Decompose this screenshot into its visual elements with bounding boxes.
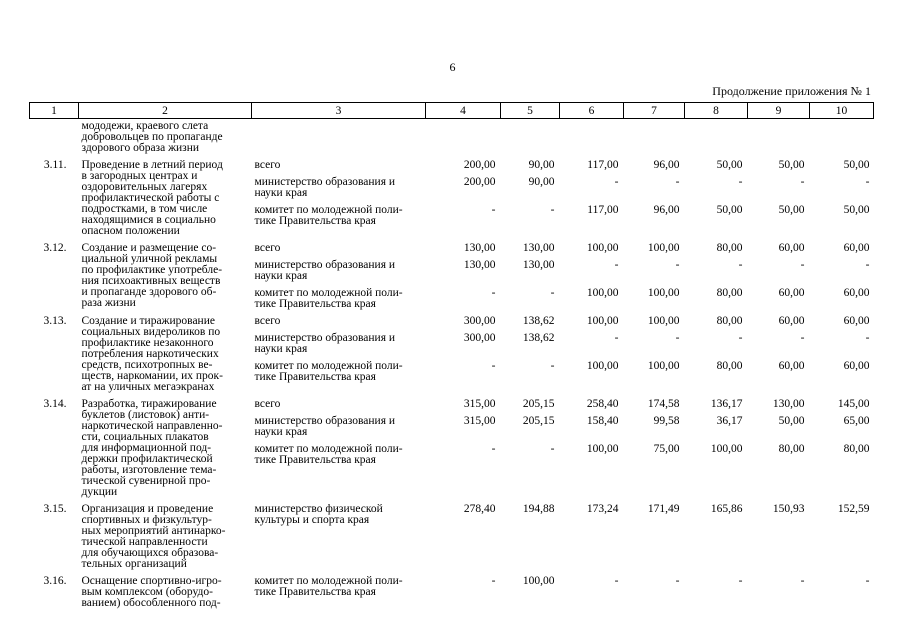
table-cell-value: 152,59 <box>837 503 870 515</box>
text-line: министерство образования и <box>254 415 396 427</box>
text-line: спортивных и физкультур- <box>81 514 212 526</box>
page-number: 6 <box>449 60 456 74</box>
value-cell <box>560 393 624 498</box>
text-line: министерство образования и <box>254 332 396 344</box>
text-line: находящимися в социально <box>81 214 216 226</box>
table-cell-value: - <box>675 575 680 587</box>
value-cell <box>501 310 560 393</box>
table-cell-value: - <box>738 332 743 344</box>
col-header-4: 4 <box>426 103 501 119</box>
table-cell-value: 205,15 <box>522 398 555 410</box>
table-cell-value: - <box>800 259 805 271</box>
table-cell-value: 80,00 <box>843 443 870 455</box>
value-cell <box>748 237 810 310</box>
table-cell-value: 136,17 <box>710 398 743 410</box>
table-cell-value: 99,58 <box>653 415 680 427</box>
value-cell <box>624 154 685 237</box>
value-cell <box>426 498 501 570</box>
table-cell-value: - <box>491 287 496 299</box>
table-cell-value: - <box>865 575 870 587</box>
table-cell-value: 194,88 <box>522 503 555 515</box>
text-line: ат на уличных мегаэкранах <box>81 381 215 393</box>
col-header-9: 9 <box>748 103 810 119</box>
table-cell-value: - <box>675 332 680 344</box>
table-cell-value: - <box>865 332 870 344</box>
carryover-row <box>30 119 874 155</box>
value-cell <box>748 498 810 570</box>
text-line: ния психоактивных веществ <box>81 275 221 287</box>
text-line: комитет по молодежной поли- <box>254 443 403 455</box>
text-line: тике Правительства края <box>254 298 376 310</box>
text-line: работы, изготовление тема- <box>81 464 217 476</box>
value-cell <box>501 498 560 570</box>
value-cell <box>501 393 560 498</box>
value-cell <box>624 237 685 310</box>
value-cell <box>624 310 685 393</box>
table-cell-value: - <box>865 259 870 271</box>
table-cell-value: 75,00 <box>653 443 680 455</box>
col-header-2: 2 <box>79 103 252 119</box>
value-cell <box>748 154 810 237</box>
table-cell-value: 300,00 <box>463 332 496 344</box>
text-line: вым комплексом (оборудо- <box>81 586 213 598</box>
text-line: тике Правительства края <box>254 586 376 598</box>
text-line: оздоровительных лагерях <box>81 181 208 193</box>
value-cell <box>560 570 624 609</box>
table-cell-value: 174,58 <box>647 398 680 410</box>
table-row <box>30 393 874 498</box>
table-row <box>30 570 874 609</box>
table-cell-value: 150,93 <box>772 503 805 515</box>
measure-description <box>79 154 252 237</box>
table-cell-value: 80,00 <box>778 443 805 455</box>
text-line: ванием) обособленного под- <box>81 597 221 609</box>
table-cell-value: 50,00 <box>778 159 805 171</box>
value-cell <box>501 154 560 237</box>
table-cell-value: 200,00 <box>463 176 496 188</box>
text-line: всего <box>254 398 281 410</box>
value-cell <box>426 154 501 237</box>
table-cell-value: 50,00 <box>778 204 805 216</box>
col-header-5: 5 <box>501 103 560 119</box>
table-cell-value: 100,00 <box>586 360 619 372</box>
row-number: 3.15. <box>43 503 67 515</box>
text-line: социальных видероликов по <box>81 326 221 338</box>
table-cell-value: 80,00 <box>716 242 743 254</box>
header-row <box>30 103 874 119</box>
table-cell-value: 100,00 <box>710 443 743 455</box>
value-cell <box>685 310 748 393</box>
table-cell-value: - <box>550 204 555 216</box>
col-header-7: 7 <box>624 103 685 119</box>
value-cell <box>426 393 501 498</box>
text-line: министерство образования и <box>254 259 396 271</box>
value-cell <box>685 498 748 570</box>
value-cell <box>501 570 560 609</box>
table-cell-value: 50,00 <box>843 159 870 171</box>
text-line: циальной уличной рекламы <box>81 253 218 265</box>
table-cell-value: - <box>491 360 496 372</box>
col-header-3: 3 <box>252 103 426 119</box>
table-cell-value: 60,00 <box>843 242 870 254</box>
table-row <box>30 154 874 237</box>
text-line: комитет по молодежной поли- <box>254 204 403 216</box>
table-cell-value: 315,00 <box>463 398 496 410</box>
text-line: в загородных центрах и <box>81 170 198 182</box>
text-line: здорового образа жизни <box>81 142 200 154</box>
table-cell-value: 60,00 <box>778 287 805 299</box>
table-cell-value: 65,00 <box>843 415 870 427</box>
value-cell <box>501 237 560 310</box>
table-row <box>30 498 874 570</box>
table-cell-value: - <box>614 176 619 188</box>
text-line: науки края <box>254 187 308 199</box>
col-header-6: 6 <box>560 103 624 119</box>
table-cell-value: 145,00 <box>837 398 870 410</box>
table-cell-value: - <box>800 332 805 344</box>
text-line: культуры и спорта края <box>254 514 370 526</box>
executor-cell <box>252 237 426 310</box>
text-line: науки края <box>254 343 308 355</box>
table-cell-value: - <box>675 176 680 188</box>
table-row <box>30 237 874 310</box>
text-line: ных мероприятий антинарко- <box>81 525 226 537</box>
col-header-1: 1 <box>30 103 79 119</box>
row-number: 3.11. <box>43 159 67 171</box>
table-cell-value: 165,86 <box>710 503 743 515</box>
text-line: буклетов (листовок) анти- <box>81 409 210 421</box>
table-cell-value: 80,00 <box>716 287 743 299</box>
table-cell-value: 36,17 <box>716 415 743 427</box>
value-cell <box>685 154 748 237</box>
text-line: Разработка, тиражирование <box>81 398 217 410</box>
table-cell-value: 100,00 <box>522 575 555 587</box>
value-cell <box>685 237 748 310</box>
table-cell-value: 258,40 <box>586 398 619 410</box>
value-cell <box>426 237 501 310</box>
table-cell-value: - <box>614 332 619 344</box>
table-cell-value: 100,00 <box>586 287 619 299</box>
text-line: подростками, в том числе <box>81 203 208 215</box>
table-cell-value: 200,00 <box>463 159 496 171</box>
table-cell-value: 138,62 <box>522 315 555 327</box>
table-cell-value: 100,00 <box>647 242 680 254</box>
executor-cell <box>252 393 426 498</box>
row-number: 3.13. <box>43 315 67 327</box>
table-cell-value: 278,40 <box>463 503 496 515</box>
table-cell-value: 96,00 <box>653 204 680 216</box>
table-cell-value: 90,00 <box>528 159 555 171</box>
table-cell-value: 50,00 <box>716 159 743 171</box>
table-cell-value: - <box>675 259 680 271</box>
text-line: науки края <box>254 270 308 282</box>
text-line: сти, социальных плакатов <box>81 431 209 443</box>
text-line: мододежи, краевого слета <box>81 120 209 132</box>
text-line: тике Правительства края <box>254 215 376 227</box>
value-cell <box>685 393 748 498</box>
text-line: для обучающихся образова- <box>81 547 219 559</box>
text-line: Проведение в летний период <box>81 159 223 171</box>
executor-cell <box>252 310 426 393</box>
value-cell <box>685 570 748 609</box>
value-cell <box>748 393 810 498</box>
table-cell-value: 300,00 <box>463 315 496 327</box>
value-cell <box>810 310 874 393</box>
text-line: профилактической работы с <box>81 192 220 204</box>
table-cell-value: 50,00 <box>716 204 743 216</box>
table-cell-value: 60,00 <box>843 287 870 299</box>
table-cell-value: 315,00 <box>463 415 496 427</box>
value-cell <box>426 570 501 609</box>
text-line: Создание и тиражирование <box>81 315 215 327</box>
table-cell-value: 50,00 <box>778 415 805 427</box>
table-cell-value: 60,00 <box>843 360 870 372</box>
text-line: комитет по молодежной поли- <box>254 360 403 372</box>
text-line: наркотической направленно- <box>81 420 223 432</box>
table-cell-value: 60,00 <box>778 315 805 327</box>
value-cell <box>810 498 874 570</box>
text-line: добровольцев по пропаганде <box>81 131 223 143</box>
table-row <box>30 310 874 393</box>
text-line: Организация и проведение <box>81 503 214 515</box>
value-cell <box>426 310 501 393</box>
text-line: министерство физической <box>254 503 383 515</box>
table-cell-value: 100,00 <box>647 315 680 327</box>
text-line: средств, психотропных ве- <box>81 359 213 371</box>
executor-cell <box>252 498 426 570</box>
table-cell-value: 130,00 <box>522 242 555 254</box>
value-cell <box>560 498 624 570</box>
measure-description <box>79 310 252 393</box>
text-line: всего <box>254 242 281 254</box>
table-cell-value: - <box>800 575 805 587</box>
continuation-note: Продолжение приложения № 1 <box>712 84 871 98</box>
table-cell-value: 130,00 <box>522 259 555 271</box>
measure-description <box>79 570 252 609</box>
table-cell-value: - <box>614 575 619 587</box>
text-line: министерство образования и <box>254 176 396 188</box>
value-cell <box>810 154 874 237</box>
table-cell-value: 117,00 <box>587 204 619 216</box>
text-line: тике Правительства края <box>254 454 376 466</box>
executor-cell <box>252 570 426 609</box>
text-line: тической направленности <box>81 536 208 548</box>
table-cell-value: - <box>738 259 743 271</box>
table-cell-value: - <box>865 176 870 188</box>
table-cell-value: - <box>491 575 496 587</box>
table-cell-value: 90,00 <box>528 176 555 188</box>
table-cell-value: 130,00 <box>463 259 496 271</box>
text-line: профилактике незаконного <box>81 337 214 349</box>
table-cell-value: - <box>550 360 555 372</box>
table-cell-value: - <box>491 204 496 216</box>
text-line: комитет по молодежной поли- <box>254 575 403 587</box>
col-header-10: 10 <box>810 103 874 119</box>
text-line: тике Правительства края <box>254 371 376 383</box>
text-line: тической сувенирной про- <box>81 475 211 487</box>
table-cell-value: 173,24 <box>586 503 619 515</box>
table-cell-value: 96,00 <box>653 159 680 171</box>
text-line: ществ, наркомании, их прок- <box>81 370 223 382</box>
value-cell <box>560 310 624 393</box>
table-cell-value: 80,00 <box>716 360 743 372</box>
value-cell <box>810 393 874 498</box>
table-cell-value: 100,00 <box>647 360 680 372</box>
table-cell-value: 138,62 <box>522 332 555 344</box>
table-cell-value: - <box>491 443 496 455</box>
text-line: и пропаганде здорового об- <box>81 286 217 298</box>
table-cell-value: 117,00 <box>587 159 619 171</box>
row-number: 3.16. <box>43 575 67 587</box>
text-line: комитет по молодежной поли- <box>254 287 403 299</box>
value-cell <box>560 154 624 237</box>
table-cell-value: 205,15 <box>522 415 555 427</box>
table-cell-value: 130,00 <box>463 242 496 254</box>
measure-description <box>79 393 252 498</box>
value-cell <box>624 498 685 570</box>
text-line: держки профилактической <box>81 453 213 465</box>
table-cell-value: 171,49 <box>647 503 680 515</box>
value-cell <box>810 570 874 609</box>
executor-cell <box>252 154 426 237</box>
value-cell <box>624 393 685 498</box>
row-number: 3.12. <box>43 242 67 254</box>
measure-description <box>79 498 252 570</box>
table-cell-value: 100,00 <box>586 315 619 327</box>
text-line: тельных организаций <box>81 558 187 570</box>
table-cell-value: 100,00 <box>647 287 680 299</box>
table-cell-value: 50,00 <box>843 204 870 216</box>
measure-description <box>79 237 252 310</box>
table-cell-value: 100,00 <box>586 242 619 254</box>
table-cell-value: 158,40 <box>586 415 619 427</box>
table-cell-value: - <box>738 176 743 188</box>
text-line: всего <box>254 159 281 171</box>
table-cell-value: 60,00 <box>778 242 805 254</box>
text-line: для информационной под- <box>81 442 212 454</box>
value-cell <box>748 310 810 393</box>
text-line: всего <box>254 315 281 327</box>
table-cell-value: 60,00 <box>843 315 870 327</box>
text-line: раза жизни <box>81 297 136 309</box>
value-cell <box>560 237 624 310</box>
table-cell-value: - <box>800 176 805 188</box>
table-cell-value: - <box>550 443 555 455</box>
text-line: дукции <box>81 486 118 498</box>
table-cell-value: - <box>550 287 555 299</box>
table-cell-value: - <box>614 259 619 271</box>
col-header-8: 8 <box>685 103 748 119</box>
text-line: науки края <box>254 426 308 438</box>
value-cell <box>624 570 685 609</box>
table-cell-value: 100,00 <box>586 443 619 455</box>
table-cell-value: 80,00 <box>716 315 743 327</box>
appendix-table <box>29 102 874 609</box>
text-line: Оснащение спортивно-игро- <box>81 575 222 587</box>
text-line: Создание и размещение со- <box>81 242 217 254</box>
table-cell-value: 60,00 <box>778 360 805 372</box>
table-cell-value: 130,00 <box>772 398 805 410</box>
table-cell-value: - <box>738 575 743 587</box>
row-number: 3.14. <box>43 398 67 410</box>
carryover-text <box>79 119 252 155</box>
text-line: опасном положении <box>81 225 180 237</box>
text-line: потребления наркотических <box>81 348 219 360</box>
value-cell <box>748 570 810 609</box>
value-cell <box>810 237 874 310</box>
text-line: по профилактике употребле- <box>81 264 223 276</box>
